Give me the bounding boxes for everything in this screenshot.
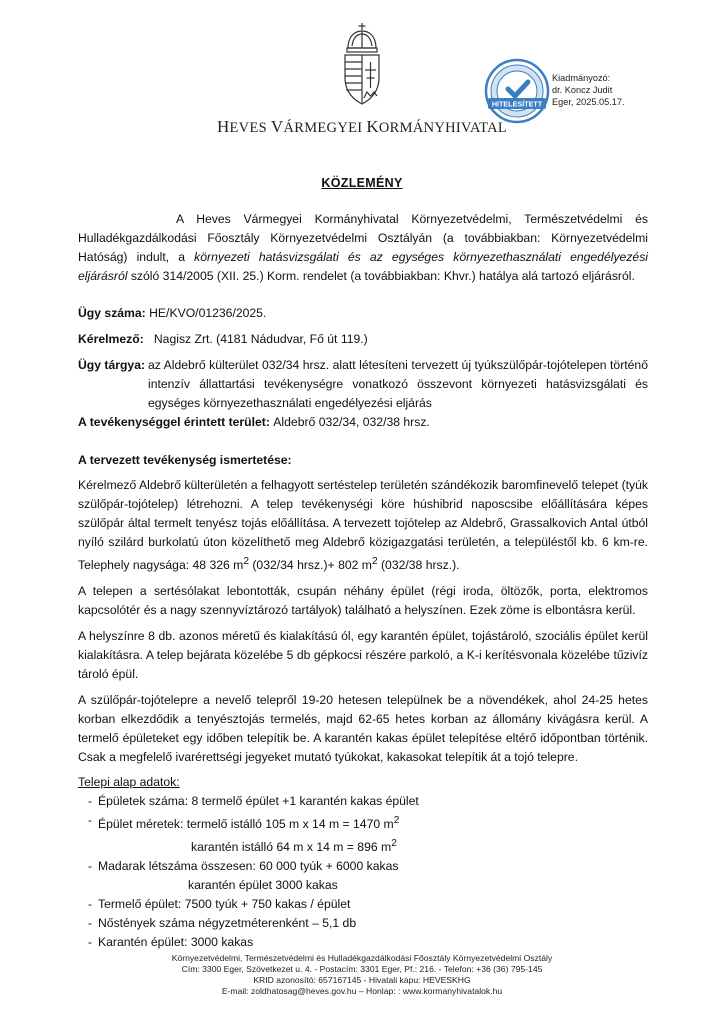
- list-item-continuation: karantén épület 3000 kakas: [188, 878, 338, 893]
- applicant-label: Kérelmező:: [78, 332, 144, 346]
- subject-row: [78, 356, 648, 413]
- subject-label: Ügy tárgya:: [78, 358, 146, 372]
- description-paragraph-3: A helyszínre 8 db. azonos méretű és kialakítású ól, egy karantén épület, tojástároló, szociális épület kerül kialakításra. A telep bejárata közelébe 5 db gépkocsi részére parkoló, a K-i kerítésvonala közelébe tűzivíz tároló épül.: [78, 629, 648, 682]
- list-item: - Madarak létszáma összesen: 60 000 tyúk + 6000 kakas: [88, 859, 399, 874]
- area-label: A tevékenységgel érintett terület:: [78, 415, 270, 429]
- section-title: A tervezett tevékenység ismertetése:: [78, 453, 292, 467]
- applicant-value: Nagisz Zrt. (4181 Nádudvar, Fő út 119.): [153, 332, 368, 346]
- document-title: KÖZLEMÉNY: [321, 176, 403, 190]
- applicant-row: [78, 330, 648, 349]
- case-number-row: [78, 304, 648, 323]
- coat-of-arms-icon: [338, 22, 386, 108]
- list-item: - Épületek száma: 8 termelő épület +1 karantén kakas épület: [88, 794, 419, 809]
- case-number-label: Ügy száma:: [78, 306, 146, 320]
- area-row: [78, 413, 648, 432]
- basic-data-title: Telepi alap adatok:: [78, 775, 180, 790]
- description-paragraph-2: A telepen a sertésólakat lebontották, csupán néhány épület (régi iroda, öltözők, porta, elektromos kapcsolótér és a nagy szennyvíztározó tartályok) található a helyszínen. Ezek zöme is elbontásra kerül.: [78, 584, 648, 618]
- page-footer: Környezetvédelmi, Természetvédelmi és Hulladékgazdálkodási Főosztály Környezetvédelmi Osztály Cím: 3300 Eger, Szövetkezet u. 4. - Postacím: 3301 Eger, Pf.: 216. - Telefon: +36 (36) 795-145 KRID azonosító: 657167145 - Hivatali kapu: HEVESKHG E-mail: zoldhatosag@heves.gov.hu – Honlap: : www.kormanyhivatalok.hu: [171, 953, 553, 996]
- description-paragraph-1: Kérelmező Aldebrő külterületén a felhagyott sertéstelep területén szándékozik baromfinevelő telepet (tyúk szülőpár-tojótelep) létrehozni. A telep tevékenységi köre húshibrid naposcsibe előállítására képes szülőpár által termelt tenyész tojás előállítása. A tervezett tojótelep az Aldebrő, Grassalkovich Antal útból nyíló szilárd burkolatú úton közelíthető meg Aldebrő közigazgatási területén, a településtől kb. 6 km-re. Telephely nagysága: 48 326 $m^2$ (032/34 hrsz.)+ 802 $m^2$ (032/38 hrsz.).: [78, 478, 648, 573]
- description-paragraph-4: A szülőpár-tojótelepre a nevelő telepről 19-20 hetesen települnek be a növendékek, ahol 24-25 hetes korban elkezdődik a tenyésztojás termelés, majd 62-65 hetes korban az állomány kivágásra kerül. A termelő épületeket egy időben telepítik be. A karantén kakas épület telepítése eltérő időpontban történik. Csak a megfelelő ivarérettségi jegyeket mutató tyúkokat, kakasokat telepítik át a tojó telepre.: [78, 693, 648, 765]
- seal-label: HITELESÍTETT: [491, 99, 543, 109]
- list-item: - Karantén épület: 3000 kakas: [88, 935, 254, 950]
- issuer-block: Kiadmányozó: dr. Koncz Judit Eger, 2025.05.17.: [552, 73, 625, 108]
- basic-data-list: [88, 792, 648, 952]
- case-number-value: HE/KVO/01236/2025.: [149, 306, 267, 320]
- document-body: [78, 210, 648, 952]
- office-name: HEVES VÁRMEGYEI KORMÁNYHIVATAL: [216, 117, 508, 136]
- list-item: - Termelő épület: 7500 tyúk + 750 kakas / épület: [88, 897, 351, 912]
- area-value: Aldebrő 032/34, 032/38 hrsz.: [273, 415, 430, 429]
- list-item: - Nőstények száma négyzetméterenként – 5,1 db: [88, 916, 357, 931]
- list-item-continuation: karantén istálló 64 m x 14 m = 896 $m^2$: [191, 838, 397, 855]
- list-item: - Épület méretek: termelő istálló 105 m x 14 m = 1470 $m^2$: [88, 813, 400, 832]
- authentication-seal-icon: [484, 58, 550, 124]
- intro-paragraph: A Heves Vármegyei Kormányhivatal Környezetvédelmi, Természetvédelmi és Hulladékgazdálkodási Főosztály Környezetvédelmi Osztályán (a továbbiakban: Környezetvédelmi Hatóság) indult, a környezeti hatásvizsgálati és az egységes környezethasználati engedélyezési eljárásról szóló 314/2005 (XII. 25.) Korm. rendelet (a továbbiakban: Khvr.) hatálya alá tartozó eljárásról.: [78, 212, 648, 283]
- subject-value: az Aldebrő külterület 032/34 hrsz. alatt létesíteni tervezett új tyúkszülőpár-tojótelepen történő intenzív állattartási tevékenységre vonatkozó összevont környezeti hatásvizsgálati és egységes környezethasználati engedélyezési eljárás: [148, 358, 648, 410]
